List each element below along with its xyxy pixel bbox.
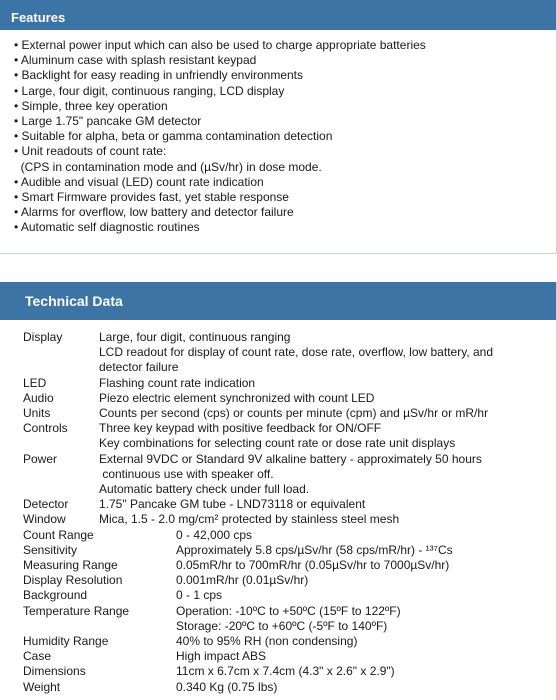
spec-row (23, 391, 493, 406)
feature-item: • Large 1.75" pancake GM detector (14, 114, 202, 129)
spec-value-line: External 9VDC or Standard 9V alkaline battery - approximately 50 hours (99, 451, 482, 466)
spec-value (99, 391, 493, 406)
spec-label: LED (23, 375, 47, 390)
spec-value-line: Automatic battery check under full load. (99, 482, 310, 497)
spec-label: Weight (23, 679, 61, 694)
feature-item: • Smart Firmware provides fast, yet stable response (14, 190, 289, 205)
spec-label: Detector (23, 497, 69, 512)
spec-label: Humidity Range (23, 634, 109, 649)
spec-row (23, 588, 493, 603)
spec-value-line: Flashing count rate indication (99, 375, 256, 390)
spec-value-line: Three key keypad with positive feedback for ON/OFF (99, 421, 382, 436)
spec-value (176, 588, 493, 603)
spec-value-line: 0.001mR/hr (0.01µSv/hr) (176, 573, 309, 588)
spec-value (176, 604, 493, 634)
spec-row (23, 634, 493, 649)
feature-item: • Backlight for easy reading in unfriendly environments (14, 68, 304, 83)
feature-item: • Alarms for overflow, low battery and detector failure (14, 205, 294, 220)
feature-item: • Aluminum case with splash resistant keypad (14, 53, 257, 68)
feature-item: • Simple, three key operation (14, 98, 168, 113)
spec-row (23, 497, 493, 512)
spec-value-line: 0.340 Kg (0.75 lbs) (176, 679, 278, 694)
spec-value-line: 0 - 42,000 cps (176, 527, 253, 542)
spec-label: Case (23, 649, 52, 664)
spec-value (99, 330, 493, 376)
spec-value (176, 664, 493, 679)
spec-value (176, 558, 493, 573)
features-header: Features (0, 0, 556, 30)
spec-row (23, 452, 493, 498)
spec-label: Power (23, 451, 58, 466)
technical-data-panel (0, 282, 557, 700)
spec-row (23, 543, 493, 558)
spec-value (99, 452, 493, 498)
spec-value (176, 634, 493, 649)
spec-label: Count Range (23, 527, 94, 542)
features-panel (0, 0, 557, 254)
spec-value (176, 543, 493, 558)
spec-label: Units (23, 406, 51, 421)
spec-value (176, 528, 493, 543)
spec-value-line: High impact ABS (176, 649, 267, 664)
feature-item: • Audible and visual (LED) count rate indication (14, 174, 264, 189)
spec-label: Measuring Range (23, 558, 118, 573)
spec-label: Controls (23, 421, 68, 436)
spec-label: Display (23, 330, 63, 344)
spec-value (176, 649, 493, 664)
spec-value-line: detector failure (99, 360, 179, 375)
spec-value-line: Key combinations for selecting count rate or dose rate unit displays (99, 436, 456, 451)
spec-value-line: 40% to 95% RH (non condensing) (176, 634, 358, 649)
spec-row (23, 376, 493, 391)
spec-value-line: continuous use with speaker off. (99, 466, 274, 481)
technical-data-table (23, 330, 493, 695)
feature-item: • Unit readouts of count rate: (14, 144, 167, 159)
technical-data-header: Technical Data (0, 282, 556, 320)
spec-value (176, 680, 493, 695)
spec-row (23, 649, 493, 664)
spec-label: Audio (23, 390, 54, 405)
feature-item: • External power input which can also be used to charge appropriate batteries (14, 38, 426, 52)
spec-label: Display Resolution (23, 573, 123, 588)
feature-item: • Suitable for alpha, beta or gamma contamination detection (14, 129, 333, 144)
spec-value-line: 11cm x 6.7cm x 7.4cm (4.3" x 2.6" x 2.9") (176, 664, 395, 679)
spec-value (99, 512, 493, 527)
spec-value-line: Mica, 1.5 - 2.0 mg/cm² protected by stainless steel mesh (99, 512, 400, 527)
spec-label: Sensitivity (23, 542, 78, 557)
features-list (14, 38, 426, 236)
spec-value-line: 0.05mR/hr to 700mR/hr (0.05µSv/hr to 7000µSv/hr) (176, 558, 450, 573)
spec-row (23, 528, 493, 543)
spec-value (99, 376, 493, 391)
spec-row (23, 604, 493, 634)
spec-label: Dimensions (23, 664, 86, 679)
spec-label: Window (23, 512, 66, 527)
spec-row (23, 330, 493, 376)
panel-gap (0, 254, 557, 282)
spec-value-line: LCD readout for display of count rate, dose rate, overflow, low battery, and (99, 345, 493, 360)
spec-value-line: Piezo electric element synchronized with count LED (99, 390, 375, 405)
spec-row (23, 512, 493, 527)
spec-row (23, 421, 493, 451)
feature-item: (CPS in contamination mode and (µSv/hr) in dose mode. (14, 159, 322, 174)
spec-value-line: Approximately 5.8 cps/µSv/hr (58 cps/mR/hr) - ¹³⁷Cs (176, 542, 453, 557)
spec-row (23, 558, 493, 573)
spec-value (99, 406, 493, 421)
spec-value-line: 0 - 1 cps (176, 588, 223, 603)
spec-value (99, 497, 493, 512)
spec-row (23, 664, 493, 679)
spec-value-line: Counts per second (cps) or counts per minute (cpm) and µSv/hr or mR/hr (99, 406, 489, 421)
spec-label: Background (23, 588, 88, 603)
spec-value (99, 421, 493, 451)
feature-item: • Automatic self diagnostic routines (14, 220, 200, 235)
spec-value (176, 573, 493, 588)
spec-value-line: Large, four digit, continuous ranging (99, 330, 291, 344)
spec-value-line: Storage: -20ºC to +60ºC (-5ºF to 140ºF) (176, 618, 388, 633)
spec-row (23, 406, 493, 421)
spec-value-line: 1.75" Pancake GM tube - LND73118 or equivalent (99, 497, 366, 512)
spec-row (23, 680, 493, 695)
feature-item: • Large, four digit, continuous ranging, LCD display (14, 83, 285, 98)
spec-value-line: Operation: -10ºC to +50ºC (15ºF to 122ºF) (176, 603, 401, 618)
spec-label: Temperature Range (23, 603, 130, 618)
spec-row (23, 573, 493, 588)
